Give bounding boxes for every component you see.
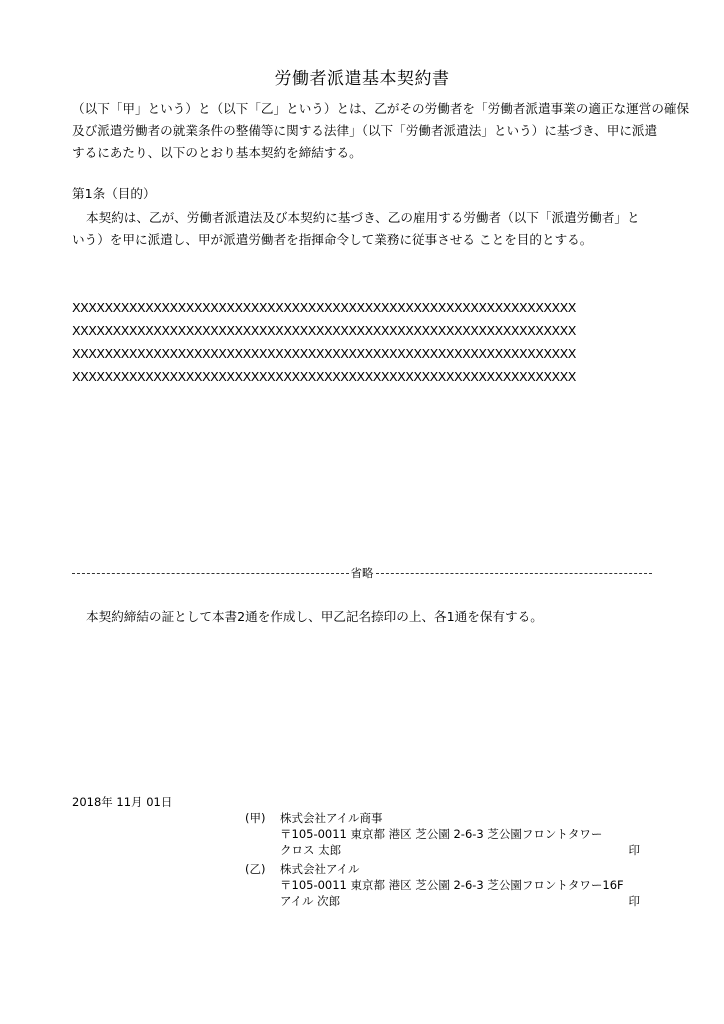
party-a-role: (甲) — [245, 811, 266, 825]
document-title: 労働者派遣基本契約書 — [274, 69, 450, 89]
dashed-line-left — [72, 573, 349, 574]
party-a-address: 〒105-0011 東京都 港区 芝公園 2-6-3 芝公園フロントタワー — [280, 827, 603, 841]
placeholder-line: XXXXXXXXXXXXXXXXXXXXXXXXXXXXXXXXXXXXXXXXXXXXXXXXXXXXXXXXXXXXXX — [72, 300, 576, 315]
placeholder-line: XXXXXXXXXXXXXXXXXXXXXXXXXXXXXXXXXXXXXXXXXXXXXXXXXXXXXXXXXXXXXX — [72, 346, 576, 361]
article-1-line: いう）を甲に派遣し、甲が派遣労働者を指揮命令して業務に従事させる ことを目的とする。 — [72, 232, 593, 247]
omission-label: 省略 — [350, 566, 374, 580]
intro-paragraph — [72, 98, 690, 164]
party-b-company: 株式会社アイル — [280, 862, 360, 876]
intro-line: するにあたり、以下のとおり基本契約を締結する。 — [72, 145, 362, 160]
closing-statement: 本契約締結の証として本書2通を作成し、甲乙記名捺印の上、各1通を保有する。 — [86, 609, 543, 624]
party-b-block — [245, 861, 640, 911]
omission-divider — [72, 563, 652, 583]
party-a-company: 株式会社アイル商事 — [280, 811, 383, 825]
party-a-representative: クロス 太郎 — [280, 843, 342, 857]
placeholder-line: XXXXXXXXXXXXXXXXXXXXXXXXXXXXXXXXXXXXXXXXXXXXXXXXXXXXXXXXXXXXXX — [72, 369, 576, 384]
party-a-block — [245, 810, 640, 860]
article-1-body — [72, 207, 657, 251]
contract-date: 2018年 11月 01日 — [72, 795, 173, 809]
party-a-seal: 印 — [628, 843, 640, 857]
intro-line: （以下「甲」という）と（以下「乙」という）とは、乙がその労働者を「労働者派遣事業の適正な運営の確保 — [72, 101, 690, 116]
intro-line: 及び派遣労働者の就業条件の整備等に関する法律」（以下「労働者派遣法」という）に基づき、甲に派遣 — [72, 123, 658, 138]
placeholder-line: XXXXXXXXXXXXXXXXXXXXXXXXXXXXXXXXXXXXXXXXXXXXXXXXXXXXXXXXXXXXXX — [72, 323, 576, 338]
article-1-heading: 第1条（目的） — [72, 186, 156, 201]
dashed-line-right — [376, 573, 653, 574]
party-b-representative: アイル 次郎 — [280, 894, 341, 908]
party-b-address: 〒105-0011 東京都 港区 芝公園 2-6-3 芝公園フロントタワー16F — [280, 878, 624, 892]
party-b-role: (乙) — [245, 862, 266, 876]
party-b-seal: 印 — [628, 894, 640, 908]
article-1-line: 本契約は、乙が、労働者派遣法及び本契約に基づき、乙の雇用する労働者（以下「派遣労働者」と — [86, 210, 640, 225]
placeholder-block — [72, 296, 657, 388]
